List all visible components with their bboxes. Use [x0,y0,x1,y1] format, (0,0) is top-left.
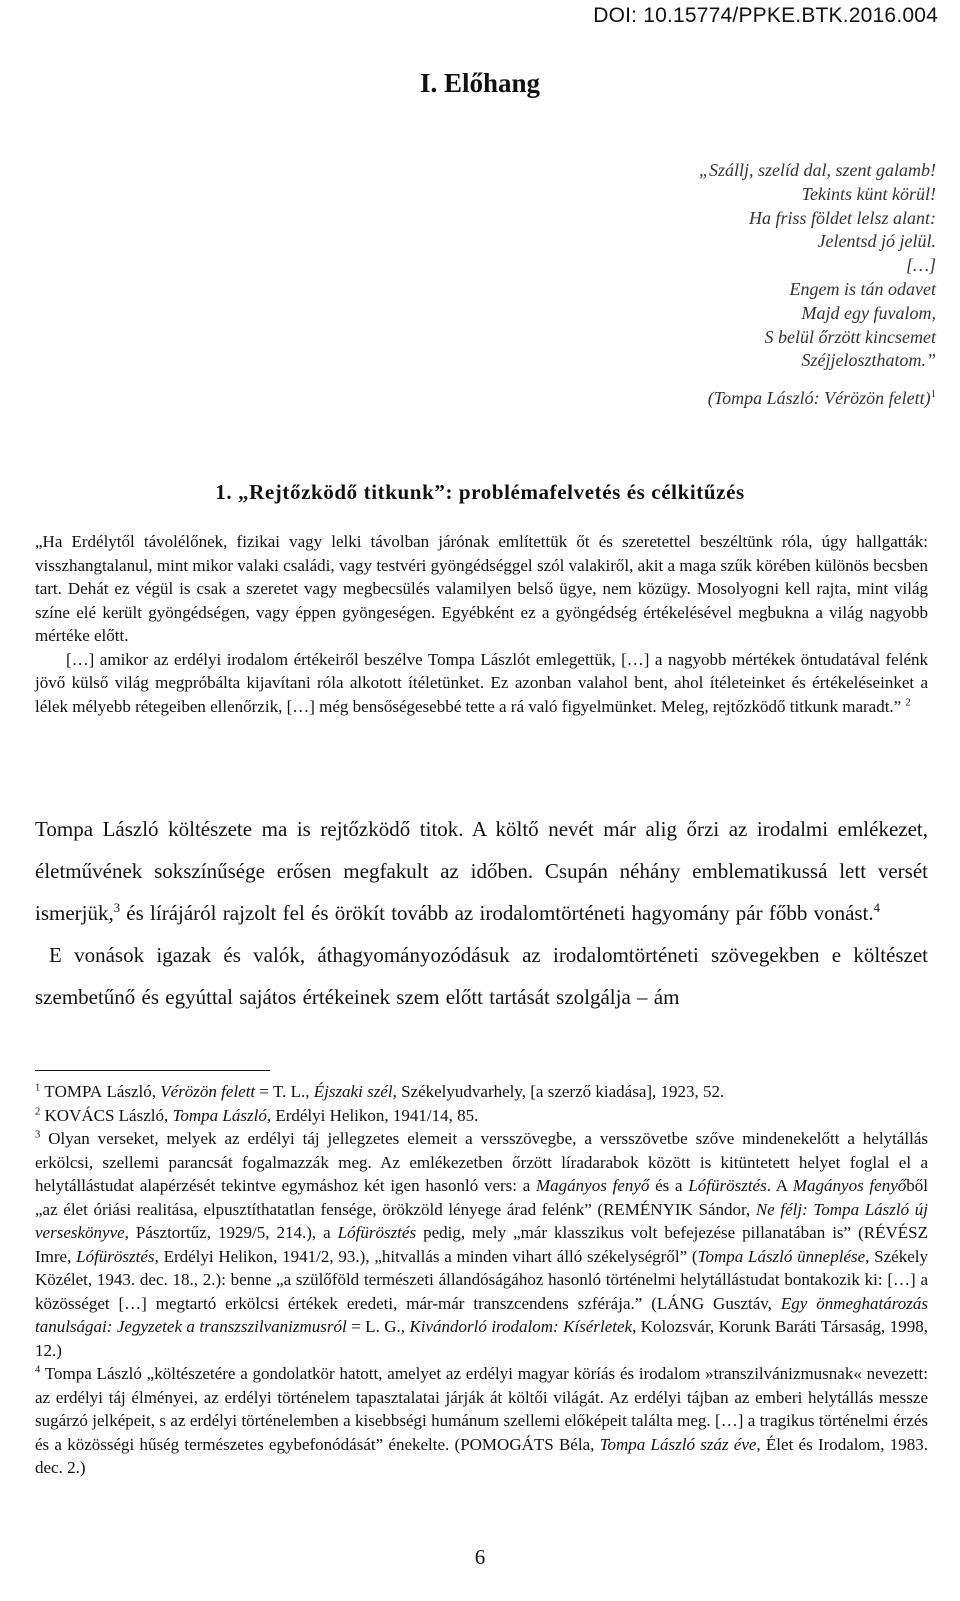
footnote-number: 4 [35,1364,41,1376]
body-paragraph-1-text-b: és lírájáról rajzolt fel és örökít tovább az irodalomtörténeti hagyomány pár főbb vonást. [120,901,874,925]
footnote-ref-4[interactable]: 4 [873,901,880,915]
footnotes [35,1080,928,1480]
body-paragraph-2: E vonások igazak és valók, áthagyományozódásuk az irodalomtörténeti szövegekben e költészet szembetűnő és egyúttal sajátos értékeinek szem előtt tartását szolgálja – ám [35,943,928,1009]
poem-line: Ha friss földet lelsz alant: [748,207,936,228]
chapter-title: I. Előhang [419,68,541,98]
body-paragraph-1 [35,808,928,934]
quote-paragraph-2-text: […] amikor az erdélyi irodalom értékeiről beszélve Tompa Lászlót emlegettük, […] a nagyobb mértékek öntudatával felénk jövő külső világ megpróbálta kijavítani róla alkotott ítéletünket. Ez azonban valahol bent, ahol ítéleteinket és értékeléseinket a lélek mélyebb rétegeiben ellenőrzik, […] még bensőségesebbé tette a rá való figyelmünket. Meleg, rejtőzködő titkunk maradt.” [35,649,928,716]
footnote-2: $^2$ KOVÁCS László, Tompa László, Erdélyi Helikon, 1941/14, 85. [35,1105,479,1125]
poem-line: „Szállj, szelíd dal, szent galamb! [698,160,936,180]
footnote-ref-3[interactable]: 3 [113,901,121,915]
poem-line: Engem is tán odavet [789,278,936,299]
poem-line: Széjjeloszthatom.” [801,350,936,371]
footnote-ref-1[interactable]: 1 [930,388,936,401]
poem-line: Tekints künt körül! [801,183,936,204]
body-text [35,808,928,1018]
footnote-separator [35,1070,270,1071]
footnote-3: $^3$ Olyan verseket, melyek az erdélyi táj jellegzetes elemeit a versszövegbe, a versszövetbe szőve mindenekelőtt a helytállás erkölcsi, szellemi parancsát fogalmazzák meg. Az emlékezetben őrzött líradarabok között is kitüntetett helyet foglal el a helytállástudat alapérzését tekintve egymáshoz két igen hasonló vers: a Magányos fenyő és a Lófürösztés. A Magányos fenyőből „az élet óriási realitása, elpusztíthatatlan fensége, örökzöld lényege árad felénk” (REMÉNYIK Sándor, Ne félj: Tompa László új verseskönyve, Pásztortűz, 1929/5, 214.), a Lófürösztés pedig, mely „már klasszikus volt befejezése pillanatában is” (RÉVÉSZ Imre, Lófürösztés, Erdélyi Helikon, 1941/2, 93.), „hitvallás a minden vihart álló székelységről” (Tompa László ünneplése, Székely Közélet, 1943. dec. 18., 2.): benne „a szülőföld természeti állandóságához hasonló történelmi helytállástudat bontakozik ki: […] a közösséget […] megtartó erkölcsi értékek eredeti, már-már transzcendens szférája.” (LÁNG Gusztáv, Egy önmeghatározás tanulságai: Jegyzetek a transzszilvanizmusról = L. G., Kivándorló irodalom: Kísérletek, Kolozsvár, Korunk Baráti Társaság, 1998, 12.) [35,1129,929,1360]
quote-paragraph-2 [35,648,928,719]
epigraph-poem [699,159,936,411]
page-number: 6 [474,1545,486,1569]
quote-paragraph-1: „Ha Erdélytől távolélőnek, fizikai vagy lelki távolban járónak említettük őt és szeretettel beszéltünk róla, úgy hallgatták: visszhangtalanul, mint mikor valaki családi, vagy testvéri gyöngédséggel szól valakiről, akit a maga szűk körében különös becsben tart. Dehát ez végül is csak a szeretet vagy megbecsülés valamilyen belső ügye, nem közügy. Mosolyogni kell rajta, mint világ színe elé került gyöngédségen, vagy éppen gyöngeségen. Egyébként ez a gyöngédség értékelésével megbukna a világ nagyobb mértéke előtt. [35,532,928,645]
doi-header: DOI: 10.15774/PPKE.BTK.2016.004 [593,4,938,27]
footnote-1: $^1$ TOMPA László, Vérözön felett = T. L., Éjszaki szél, Székelyudvarhely, [a szerző kiadása], 1923, 52. [35,1082,725,1101]
footnote-number: 2 [35,1105,41,1117]
poem-line: Jelentsd jó jelül. [817,231,936,252]
poem-line: Majd egy fuvalom, [801,302,936,323]
poem-line: S belül őrzött kincsemet [764,326,936,347]
section-heading: 1. „Rejtőzködő titkunk”: problémafelvetés és célkitűzés [215,480,745,504]
poem-line: […] [905,255,936,276]
block-quote [35,530,928,718]
footnote-number: 3 [35,1129,41,1141]
body-paragraph-1-text-a: Tompa László költészete ma is rejtőzködő titok. A költő nevét már alig őrzi az irodalmi emlékezet, életművének sokszínűsége erősen megfakult az időben. Csupán néhány emblematikussá lett versét ismerjük, [35,817,928,925]
footnote-number: 1 [35,1082,41,1094]
poem-attribution [699,387,936,411]
footnote-ref-2[interactable]: 2 [905,696,911,708]
footnote-4: $^4$ Tompa László „költészetére a gondolatkör hatott, amelyet az erdélyi magyar köríás és irodalom »transzilvánizmusnak« nevezett: az erdélyi táj élményei, az erdélyi történelem tapasztalatai járják át költői világát. Az erdélyi tájban az emberi helytállás messze sugárzó jelképeit, s az erdélyi történelemben a kisebbségi humánum szellemi előképeit találta meg. […] a tragikus történelmi érzés és a közösségi hűség természetes egybefonódását” énekelte. (POMOGÁTS Béla, Tompa László száz éve, Élet és Irodalom, 1983. dec. 2.) [35,1364,928,1477]
poem-attribution-text: (Tompa László: Vérözön felett) [707,388,931,409]
